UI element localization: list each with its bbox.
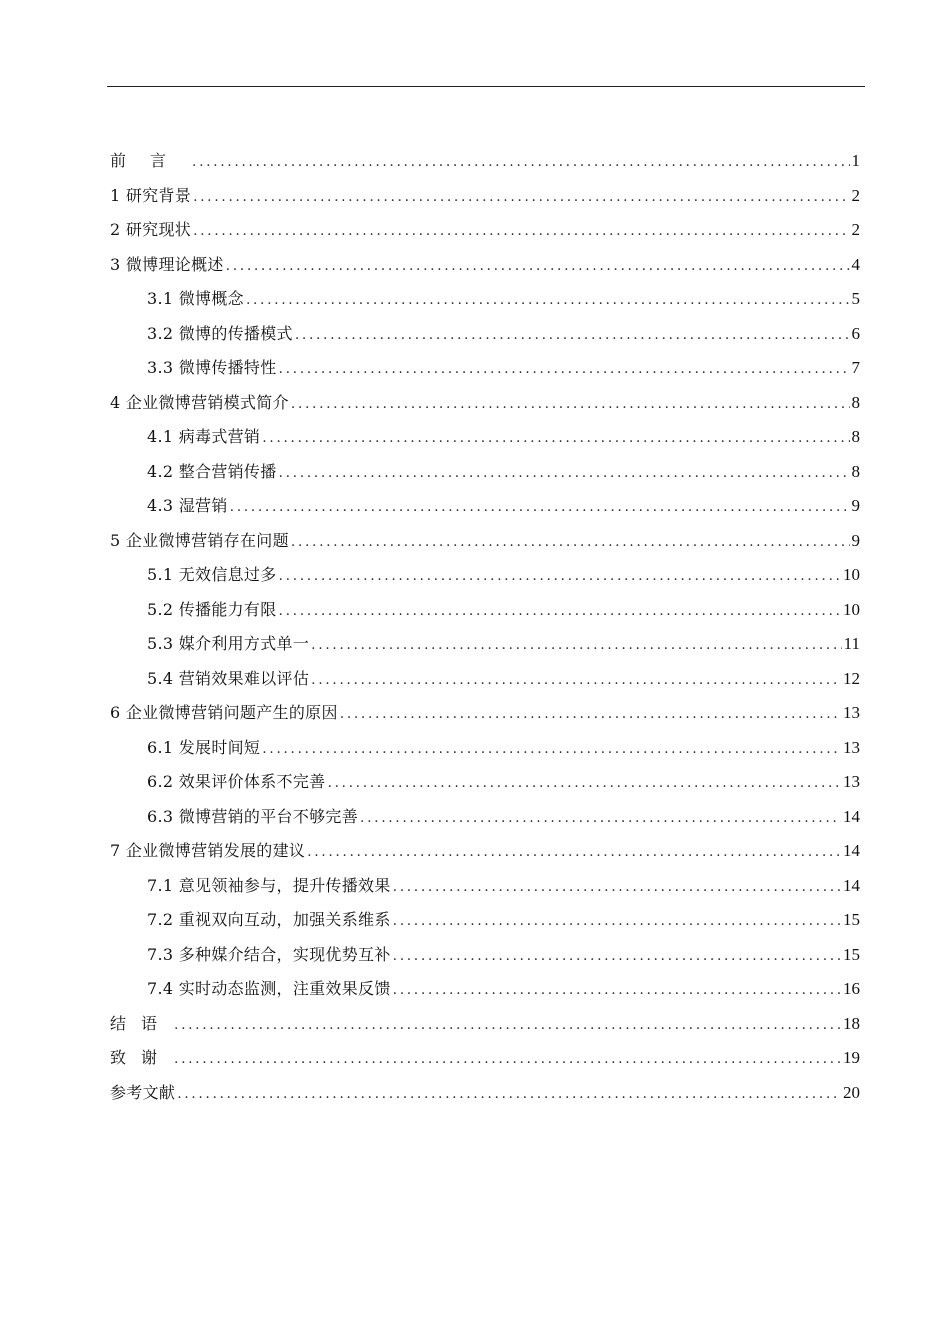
toc-title: 7.2 重视双向互动，加强关系维系 — [147, 910, 391, 929]
toc-dot-leader — [279, 559, 841, 594]
toc-dot-leader — [262, 732, 841, 767]
toc-title: 6.2 效果评价体系不完善 — [147, 772, 326, 791]
toc-dot-leader — [174, 1042, 841, 1077]
toc-dot-leader — [246, 283, 850, 318]
toc-entry-4-1[interactable] — [110, 420, 860, 455]
toc-entry-4[interactable] — [110, 386, 860, 421]
toc-title: 结语 — [110, 1013, 173, 1033]
toc-page-number: 15 — [843, 944, 860, 964]
toc-dot-leader — [311, 628, 841, 663]
toc-title: 5.1 无效信息过多 — [147, 565, 277, 584]
toc-title: 5.4 营销效果难以评估 — [147, 668, 310, 688]
toc-page-number: 5 — [851, 289, 860, 308]
toc-entry-5-4[interactable] — [110, 662, 860, 697]
toc-entry-5-1[interactable] — [110, 558, 860, 593]
toc-title: 5.3 媒介利用方式单一 — [147, 634, 310, 653]
toc-entry-5-3[interactable] — [110, 627, 860, 662]
toc-dot-leader — [193, 214, 849, 249]
toc-title: 6.3 微博营销的平台不够完善 — [147, 806, 359, 826]
toc-page-number: 13 — [843, 703, 860, 722]
toc-dot-leader — [226, 249, 850, 284]
toc-entry-3-3[interactable] — [110, 351, 860, 386]
toc-entry-6-1[interactable] — [110, 731, 860, 766]
toc-dot-leader — [192, 145, 849, 180]
toc-title: 7.4 实时动态监测，注重效果反馈 — [147, 979, 391, 998]
toc-title: 致谢 — [110, 1048, 173, 1067]
toc-page-number: 18 — [843, 1013, 860, 1033]
toc-title: 5.2 传播能力有限 — [147, 599, 277, 619]
toc-entry-acknowledgements[interactable] — [110, 1041, 860, 1076]
toc-title: 4.1 病毒式营销 — [147, 427, 261, 446]
toc-entry-7-1[interactable] — [110, 869, 860, 904]
toc-page-number: 13 — [843, 737, 860, 757]
toc-dot-leader — [360, 801, 841, 836]
toc-dot-leader — [393, 939, 841, 974]
toc-title: 1 研究背景 — [110, 185, 192, 205]
toc-page-number: 14 — [843, 875, 860, 895]
toc-entry-3-2[interactable] — [110, 317, 860, 352]
toc-dot-leader — [340, 697, 841, 732]
toc-title: 4 企业微博营销模式简介 — [110, 392, 289, 412]
toc-page-number: 8 — [851, 392, 860, 412]
toc-page-number: 4 — [851, 254, 860, 274]
toc-entry-conclusion[interactable] — [110, 1007, 860, 1042]
toc-dot-leader — [279, 352, 850, 387]
toc-title: 3.2 微博的传播模式 — [147, 323, 293, 343]
toc-page-number: 6 — [851, 323, 860, 343]
toc-entry-7-4[interactable] — [110, 972, 860, 1007]
table-of-contents — [110, 144, 860, 1110]
toc-page-number: 19 — [843, 1048, 860, 1067]
toc-page-number: 8 — [851, 461, 860, 481]
toc-page-number: 15 — [843, 910, 860, 929]
toc-entry-references[interactable] — [110, 1076, 860, 1111]
toc-entry-6-3[interactable] — [110, 800, 860, 835]
toc-page-number: 2 — [851, 220, 860, 239]
toc-title: 4.3 湿营销 — [147, 496, 228, 515]
toc-title: 6.1 发展时间短 — [147, 737, 261, 757]
toc-entry-6[interactable] — [110, 696, 860, 731]
toc-page-number: 9 — [851, 496, 860, 515]
toc-title: 3.1 微博概念 — [147, 289, 244, 308]
toc-dot-leader — [295, 318, 850, 353]
toc-title: 7.1 意见领袖参与，提升传播效果 — [147, 875, 391, 895]
toc-dot-leader — [327, 766, 841, 801]
toc-title: 7 企业微博营销发展的建议 — [110, 841, 306, 860]
toc-page-number: 1 — [851, 151, 860, 170]
toc-dot-leader — [174, 1008, 841, 1043]
toc-page-number: 13 — [843, 772, 860, 791]
toc-title: 前言 — [110, 151, 191, 170]
toc-entry-4-2[interactable] — [110, 455, 860, 490]
toc-entry-5[interactable] — [110, 524, 860, 559]
toc-entry-2[interactable] — [110, 213, 860, 248]
toc-title: 3.3 微博传播特性 — [147, 358, 277, 377]
toc-title: 3 微博理论概述 — [110, 254, 224, 274]
toc-page-number: 14 — [843, 806, 860, 826]
toc-page-number: 7 — [851, 358, 860, 377]
toc-page-number: 9 — [851, 530, 860, 550]
header-rule — [107, 86, 865, 87]
toc-entry-4-3[interactable] — [110, 489, 860, 524]
toc-dot-leader — [262, 421, 849, 456]
toc-dot-leader — [307, 835, 841, 870]
toc-entry-7[interactable] — [110, 834, 860, 869]
toc-title: 7.3 多种媒介结合，实现优势互补 — [147, 944, 391, 964]
toc-entry-3-1[interactable] — [110, 282, 860, 317]
toc-entry-7-3[interactable] — [110, 938, 860, 973]
toc-page-number: 10 — [843, 565, 860, 584]
toc-entry-1[interactable] — [110, 179, 860, 214]
toc-dot-leader — [177, 1077, 841, 1112]
toc-dot-leader — [393, 870, 841, 905]
toc-entry-7-2[interactable] — [110, 903, 860, 938]
toc-entry-preface[interactable] — [110, 144, 860, 179]
toc-title: 参考文献 — [110, 1082, 176, 1102]
toc-page-number: 16 — [843, 979, 860, 998]
toc-page-number: 12 — [843, 668, 860, 688]
toc-page-number: 14 — [843, 841, 860, 860]
toc-page-number: 10 — [843, 599, 860, 619]
toc-entry-3[interactable] — [110, 248, 860, 283]
toc-dot-leader — [393, 973, 841, 1008]
toc-dot-leader — [393, 904, 841, 939]
toc-page-number: 8 — [851, 427, 860, 446]
toc-dot-leader — [279, 456, 850, 491]
toc-title: 6 企业微博营销问题产生的原因 — [110, 703, 338, 722]
toc-page-number: 11 — [843, 634, 860, 653]
toc-dot-leader — [291, 387, 850, 422]
toc-title: 4.2 整合营销传播 — [147, 461, 277, 481]
toc-dot-leader — [279, 594, 841, 629]
toc-entry-6-2[interactable] — [110, 765, 860, 800]
toc-title: 2 研究现状 — [110, 220, 192, 239]
toc-entry-5-2[interactable] — [110, 593, 860, 628]
toc-dot-leader — [311, 663, 841, 698]
toc-page-number: 20 — [843, 1082, 860, 1102]
toc-dot-leader — [291, 525, 850, 560]
toc-dot-leader — [230, 490, 850, 525]
toc-title: 5 企业微博营销存在问题 — [110, 530, 289, 550]
toc-page-number: 2 — [851, 185, 860, 205]
toc-dot-leader — [193, 180, 849, 215]
